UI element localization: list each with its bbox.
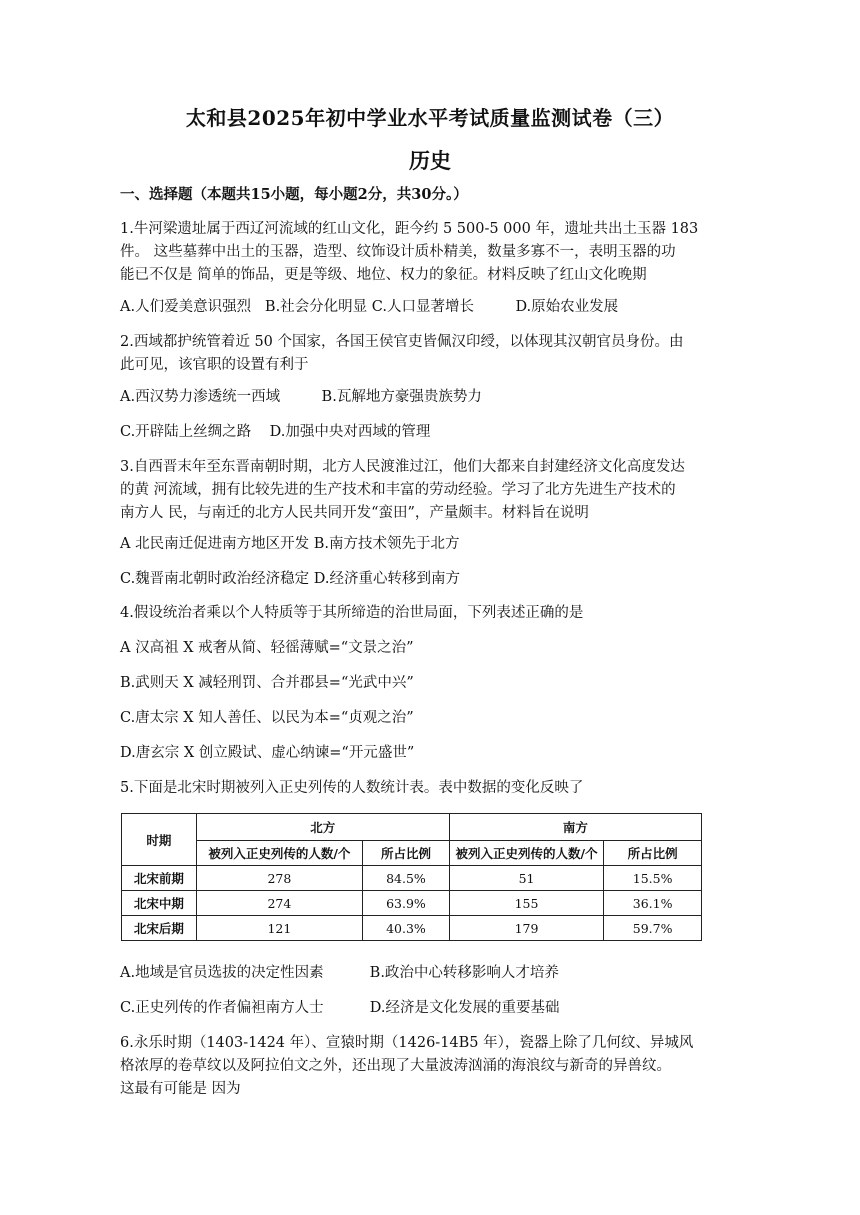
table-cell-south-count: 179 (449, 916, 603, 941)
q4-option-a: A 汉高祖 X 戒奢从简、轻徭薄赋=“文景之治” (120, 640, 414, 656)
q5-options-row-2: C.正史列传的作者偏袒南方人士 D.经济是文化发展的重要基础 (120, 1000, 560, 1016)
section-heading: 一、选择题（本题共15小题，每小题2分，共30分。） (120, 186, 468, 203)
q5-statistics-table (121, 813, 702, 941)
q3-stem-line-3: 南方人 民，与南迁的北方人民共同开发“蛮田”，产量颇丰。材料旨在说明 (120, 505, 589, 521)
table-cell-south-count: 155 (449, 891, 603, 916)
q2-stem-line-2: 此可见，该官职的设置有利于 (120, 357, 309, 373)
table-row (122, 866, 702, 891)
q6-stem-line-3: 这最有可能是 因为 (120, 1081, 241, 1097)
q1-stem-line-1: 1.牛河梁遗址属于西辽河流域的红山文化，距今约 5 500-5 000 年，遗址共出土玉器 183 (120, 221, 699, 237)
table-header-north-ratio: 所占比例 (363, 841, 450, 866)
table-row (122, 916, 702, 941)
table-header-north-count: 被列入正史列传的人数/个 (196, 841, 362, 866)
q4-option-c: C.唐太宗 X 知人善任、以民为本=“贞观之治” (120, 710, 414, 726)
table-header-north: 北方 (196, 814, 449, 841)
q3-options-row-1: A 北民南迁促进南方地区开发 B.南方技术领先于北方 (120, 536, 460, 552)
table-header-south-ratio: 所占比例 (604, 841, 702, 866)
table-header-south: 南方 (449, 814, 701, 841)
q3-stem-line-2: 的黄 河流域，拥有比较先进的生产技术和丰富的劳动经验。学习了北方先进生产技术的 (120, 482, 676, 498)
table-cell-south-ratio: 15.5% (604, 866, 702, 891)
q4-option-d: D.唐玄宗 X 创立殿试、虚心纳谏=“开元盛世” (120, 745, 415, 761)
q2-stem-line-1: 2.西域都护统管着近 50 个国家，各国王侯官吏皆佩汉印绶，以体现其汉朝官员身份。由 (120, 334, 684, 350)
q4-option-b: B.武则天 X 减轻刑罚、合并郡县=“光武中兴” (120, 675, 414, 691)
table-cell-south-ratio: 36.1% (604, 891, 702, 916)
exam-title: 太和县2025年初中学业水平考试质量监测试卷（三） (185, 106, 675, 130)
q6-stem-line-2: 格浓厚的卷草纹以及阿拉伯文之外，还出现了大量波涛汹涌的海浪纹与新奇的异兽纹。 (120, 1058, 671, 1074)
q3-options-row-2: C.魏晋南北朝时政治经济稳定 D.经济重心转移到南方 (120, 571, 461, 587)
q5-options-row-1: A.地域是官员选拔的决定性因素 B.政治中心转移影响人才培养 (120, 965, 559, 981)
q5-stem-line-1: 5.下面是北宋时期被列入正史列传的人数统计表。表中数据的变化反映了 (120, 780, 584, 796)
table-cell-period: 北宋前期 (122, 866, 197, 891)
table-header-south-count: 被列入正史列传的人数/个 (449, 841, 603, 866)
table-cell-south-count: 51 (449, 866, 603, 891)
table-header-period: 时期 (122, 814, 197, 866)
q6-stem-line-1: 6.永乐时期（1403-1424 年）、宣猿时期（1426-14B5 年），瓷器上除了几何纹、异城风 (120, 1035, 694, 1051)
table-cell-period: 北宋后期 (122, 916, 197, 941)
q1-options: A.人们爱美意识强烈 B.社会分化明显 C.人口显著增长 D.原始农业发展 (120, 299, 619, 315)
q1-stem-line-2: 件。 这些墓葬中出土的玉器，造型、纹饰设计质朴精美，数量多寡不一，表明玉器的功 (120, 244, 676, 260)
table-row (122, 891, 702, 916)
q2-options-row-2: C.开辟陆上丝绸之路 D.加强中央对西域的管理 (120, 424, 431, 440)
table-cell-north-count: 121 (196, 916, 362, 941)
table-cell-period: 北宋中期 (122, 891, 197, 916)
q2-options-row-1: A.西汉势力渗透统一西域 B.瓦解地方豪强贵族势力 (120, 389, 482, 405)
table-cell-south-ratio: 59.7% (604, 916, 702, 941)
table-cell-north-ratio: 84.5% (363, 866, 450, 891)
table-cell-north-ratio: 40.3% (363, 916, 450, 941)
q4-stem-line-1: 4.假设统治者乘以个人特质等于其所缔造的治世局面，下列表述正确的是 (120, 605, 584, 621)
table-cell-north-ratio: 63.9% (363, 891, 450, 916)
table-cell-north-count: 278 (196, 866, 362, 891)
q1-stem-line-3: 能已不仅是 简单的饰品，更是等级、地位、权力的象征。材料反映了红山文化晚期 (120, 267, 647, 283)
table-cell-north-count: 274 (196, 891, 362, 916)
subject-title: 历史 (409, 148, 451, 173)
q3-stem-line-1: 3.自西晋末年至东晋南朝时期，北方人民渡淮过江，他们大都来自封建经济文化高度发达 (120, 459, 685, 475)
